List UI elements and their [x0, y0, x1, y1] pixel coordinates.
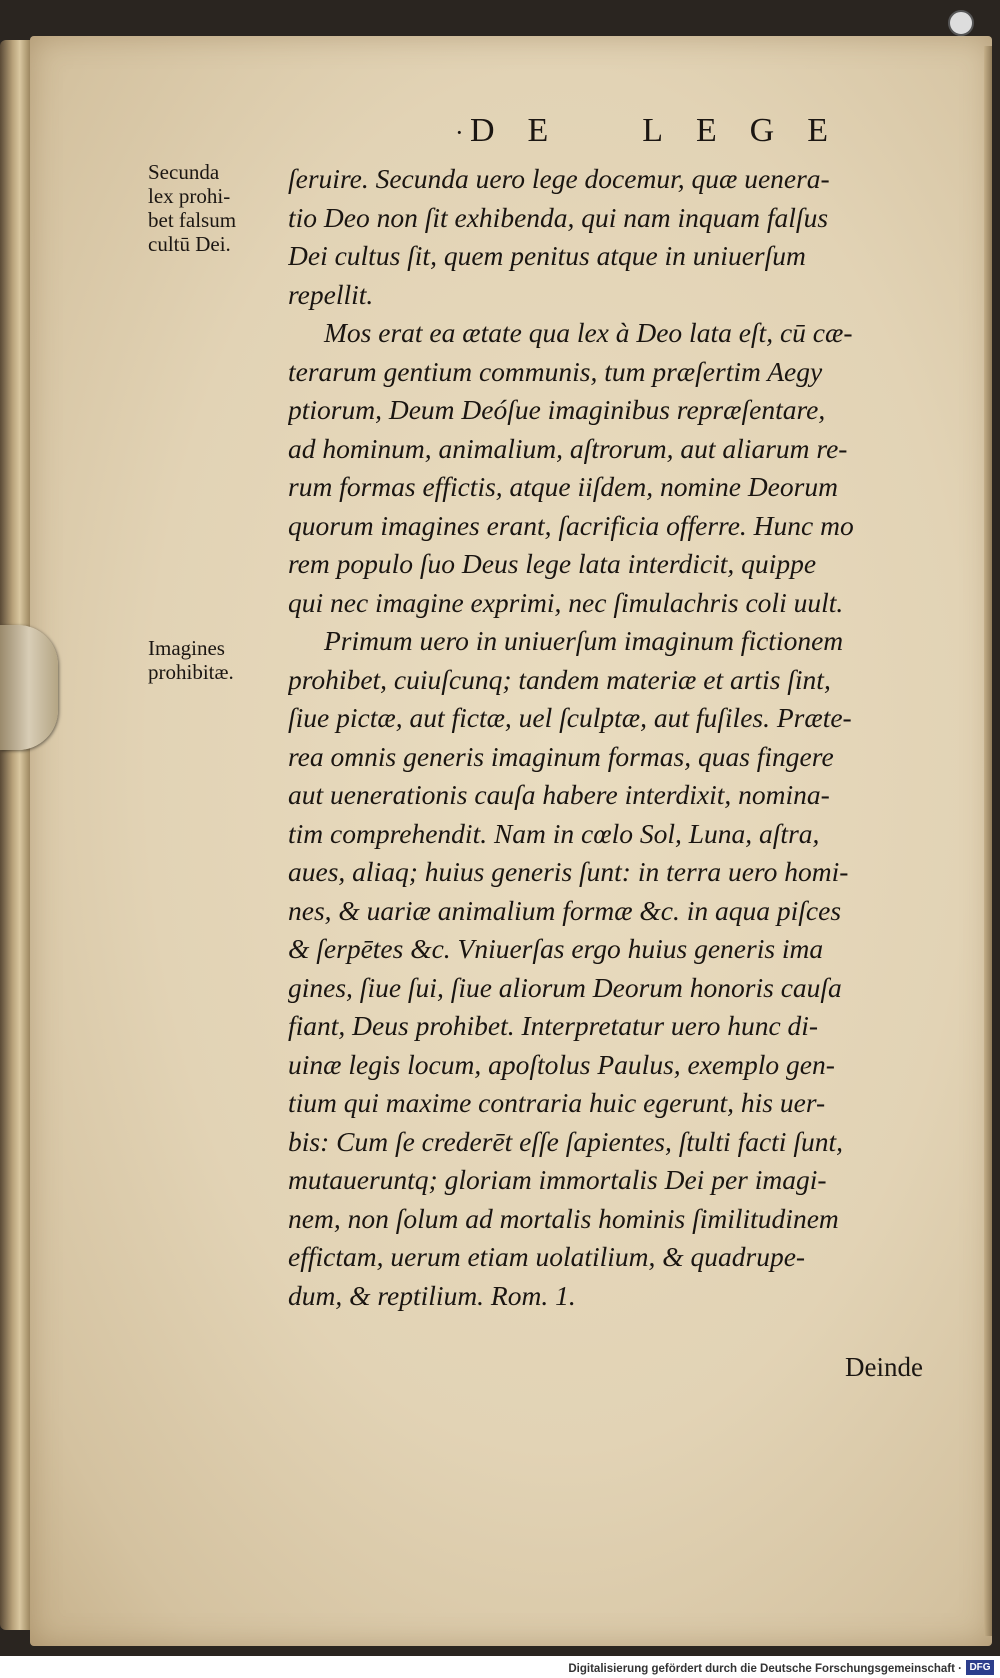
- text-line: ptiorum, Deum Deóſue imaginibus repræſentare,: [288, 394, 826, 425]
- text-line: rea omnis generis imaginum formas, quas fingere: [288, 740, 834, 772]
- text-line: rem populo ſuo Deus lege lata interdicit, quippe: [288, 548, 817, 579]
- book-clasp: [0, 625, 58, 750]
- text-line: mutaueruntq; gloriam immortalis Dei per imagi-: [288, 1164, 827, 1195]
- text-line: nes, & uariæ animalium formæ &c. in aqua piſces: [288, 894, 842, 926]
- text-line: qui nec imagine exprimi, nec ſimulachris coli uult.: [288, 586, 844, 618]
- margin-note-line: Secunda: [148, 160, 220, 184]
- margin-note-line: lex prohi-: [148, 184, 231, 208]
- page-edge: [984, 46, 992, 1636]
- corner-marker-icon: [948, 10, 974, 36]
- text-line: nem, non ſolum ad mortalis hominis ſimilitudinem: [288, 1202, 839, 1234]
- margin-note-line: cultū Dei.: [148, 232, 231, 256]
- text-line: aues, aliaq; huius generis ſunt: in terra uero homi-: [288, 856, 849, 887]
- text-line: effictam, uerum etiam uolatilium, & quadrupe-: [288, 1241, 806, 1272]
- text-line: tio Deo non ſit exhibenda, qui nam inquam falſus: [288, 201, 829, 233]
- text-line: & ſerpētes &c. Vniuerſas ergo huius generis ima: [288, 933, 824, 964]
- margin-note-line: prohibitæ.: [148, 660, 234, 684]
- catchword: Deinde: [845, 1352, 923, 1382]
- text-line: uinæ legis locum, apoſtolus Paulus, exemplo gen-: [288, 1048, 835, 1080]
- digitization-footer: [0, 1656, 1000, 1678]
- text-line: ſeruire. Secunda uero lege docemur, quæ uenera-: [288, 163, 830, 194]
- text-line: Mos erat ea ætate qua lex à Deo lata eſt, cū cæ-: [324, 317, 853, 348]
- text-line: terarum gentium communis, tum præſertim Aegy: [288, 355, 823, 387]
- text-line: tim comprehendit. Nam in cœlo Sol, Luna, aſtra,: [288, 817, 820, 849]
- running-head: [470, 112, 830, 150]
- margin-note-1: [148, 160, 278, 256]
- text-line: bis: Cum ſe crederēt eſſe ſapientes, ſtulti facti ſunt,: [288, 1125, 843, 1157]
- running-head-letter: L: [642, 112, 665, 149]
- text-line: repellit.: [288, 278, 374, 310]
- text-line: fiant, Deus prohibet. Interpretatur uero hunc di-: [288, 1010, 819, 1041]
- footer-credit-text: Digitalisierung gefördert durch die Deutsche Forschungsgemeinschaft ·: [568, 1663, 962, 1675]
- running-head-dot: ·: [455, 118, 464, 147]
- text-line: Dei cultus ſit, quem penitus atque in uniuerſum: [288, 240, 806, 271]
- text-line: prohibet, cuiuſcunq; tandem materiæ et artis ſint,: [288, 663, 831, 695]
- text-line: dum, & reptilium. Rom. 1.: [288, 1279, 576, 1311]
- running-head-letter: E: [527, 112, 551, 149]
- dfg-logo-icon: DFG: [966, 1660, 994, 1675]
- running-head-letter: E: [695, 112, 719, 149]
- text-line: rum formas effictis, atque iiſdem, nomine Deorum: [288, 471, 838, 502]
- running-head-letter: E: [807, 112, 830, 149]
- margin-note-2: [148, 636, 278, 684]
- text-line: quorum imagines erant, ſacrificia offerre. Hunc mo: [288, 509, 854, 541]
- running-head-letter: G: [749, 112, 777, 149]
- text-line: Primum uero in uniuerſum imaginum fictionem: [324, 625, 844, 656]
- text-line: aut uenerationis cauſa habere interdixit, nomina-: [288, 779, 830, 810]
- text-line: ad hominum, animalium, aſtrorum, aut aliarum re-: [288, 432, 848, 464]
- margin-note-line: Imagines: [148, 636, 225, 660]
- text-line: ſiue pictæ, aut fictæ, uel ſculptæ, aut fuſiles. Præte-: [288, 702, 852, 733]
- running-head-letter: D: [470, 112, 497, 149]
- text-line: tium qui maxime contraria huic egerunt, his uer-: [288, 1087, 826, 1118]
- main-text-block: [288, 160, 948, 1315]
- margin-note-line: bet falsum: [148, 208, 237, 232]
- text-line: gines, ſiue ſui, ſiue aliorum Deorum honoris cauſa: [288, 971, 842, 1003]
